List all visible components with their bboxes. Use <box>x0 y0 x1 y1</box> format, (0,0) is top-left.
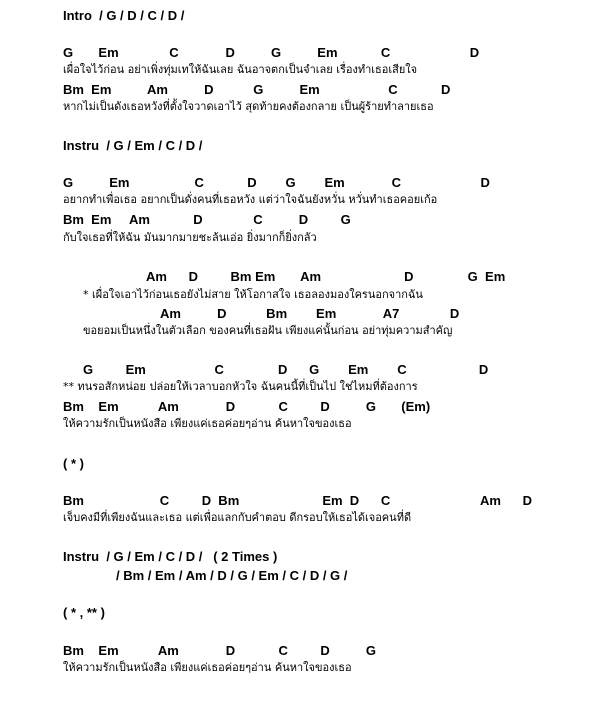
bridge-chords-1: Bm C D Bm Em D C Am D <box>63 493 533 508</box>
verse1-lyric-2: หากไม่เป็นดังเธอหวังที่ตั้งใจวาดเอาไว้ สุดท้ายคงต้องกลาย เป็นผู้ร้ายทำลายเธอ <box>63 100 434 113</box>
outro-chords-1: Bm Em Am D C D G <box>63 643 377 658</box>
hook-chords-1: G Em C D G Em C D <box>83 362 489 377</box>
verse2-chords-1: G Em C D G Em C D <box>63 175 490 190</box>
repeat-marker-2: ( * , ** ) <box>63 605 105 620</box>
instru-line-2b: / Bm / Em / Am / D / G / Em / C / D / G / <box>116 568 348 583</box>
verse1-chords-1: G Em C D G Em C D <box>63 45 480 60</box>
verse2-lyric-2: กับใจเธอที่ให้ฉัน มันมากมายชะล้นเอ่อ ยิ่งมากก็ยิ่งกลัว <box>63 231 317 244</box>
hook-lyric-1: ** ทนรอสักหน่อย ปล่อยให้เวลาบอกหัวใจ ฉันคนนี้ที่เป็นไป ใช่ไหมที่ต้องการ <box>63 380 418 393</box>
intro-line: Intro / G / D / C / D / <box>63 8 185 23</box>
verse1-lyric-1: เผื่อใจไว้ก่อน อย่าเพิ่งทุ่มเทให้ฉันเลย ฉันอาจตกเป็นจำเลย เรื่องทำเธอเสียใจ <box>63 63 418 76</box>
hook-lyric-2: ให้ความรักเป็นหนังสือ เพียงแค่เธอค่อยๆอ่าน ค้นหาใจของเธอ <box>63 417 352 430</box>
instru-line-1: Instru / G / Em / C / D / <box>63 138 203 153</box>
chorus-chords-1: Am D Bm Em Am D G Em <box>146 269 506 284</box>
verse2-lyric-1: อยากทำเพื่อเธอ อยากเป็นดั่งคนที่เธอหวัง แต่ว่าใจฉันยังหวั่น หวั่นทำเธอคอยเก้อ <box>63 193 438 206</box>
hook-chords-2: Bm Em Am D C D G (Em) <box>63 399 431 414</box>
chorus-lyric-1: * เผื่อใจเอาไว้ก่อนเธอยังไม่สาย ให้โอกาสใจ เธอลองมองใครนอกจากฉัน <box>83 288 423 301</box>
verse2-chords-2: Bm Em Am D C D G <box>63 212 351 227</box>
verse1-chords-2: Bm Em Am D G Em C D <box>63 82 451 97</box>
chorus-lyric-2: ขอยอมเป็นหนึ่งในตัวเลือก ของคนที่เธอฝัน เพียงแค่นั้นก่อน อย่าทุ่มความสำคัญ <box>83 324 453 337</box>
instru-line-2a: Instru / G / Em / C / D / ( 2 Times ) <box>63 549 278 564</box>
chorus-chords-2: Am D Bm Em A7 D <box>160 306 460 321</box>
bridge-lyric-1: เจ็บคงมีที่เพียงฉันและเธอ แต่เพื่อแลกกับคำตอบ ดีกรอบให้เธอได้เจอคนที่ดี <box>63 511 412 524</box>
repeat-marker-1: ( * ) <box>63 456 84 471</box>
outro-lyric-1: ให้ความรักเป็นหนังสือ เพียงแค่เธอค่อยๆอ่าน ค้นหาใจของเธอ <box>63 661 352 674</box>
